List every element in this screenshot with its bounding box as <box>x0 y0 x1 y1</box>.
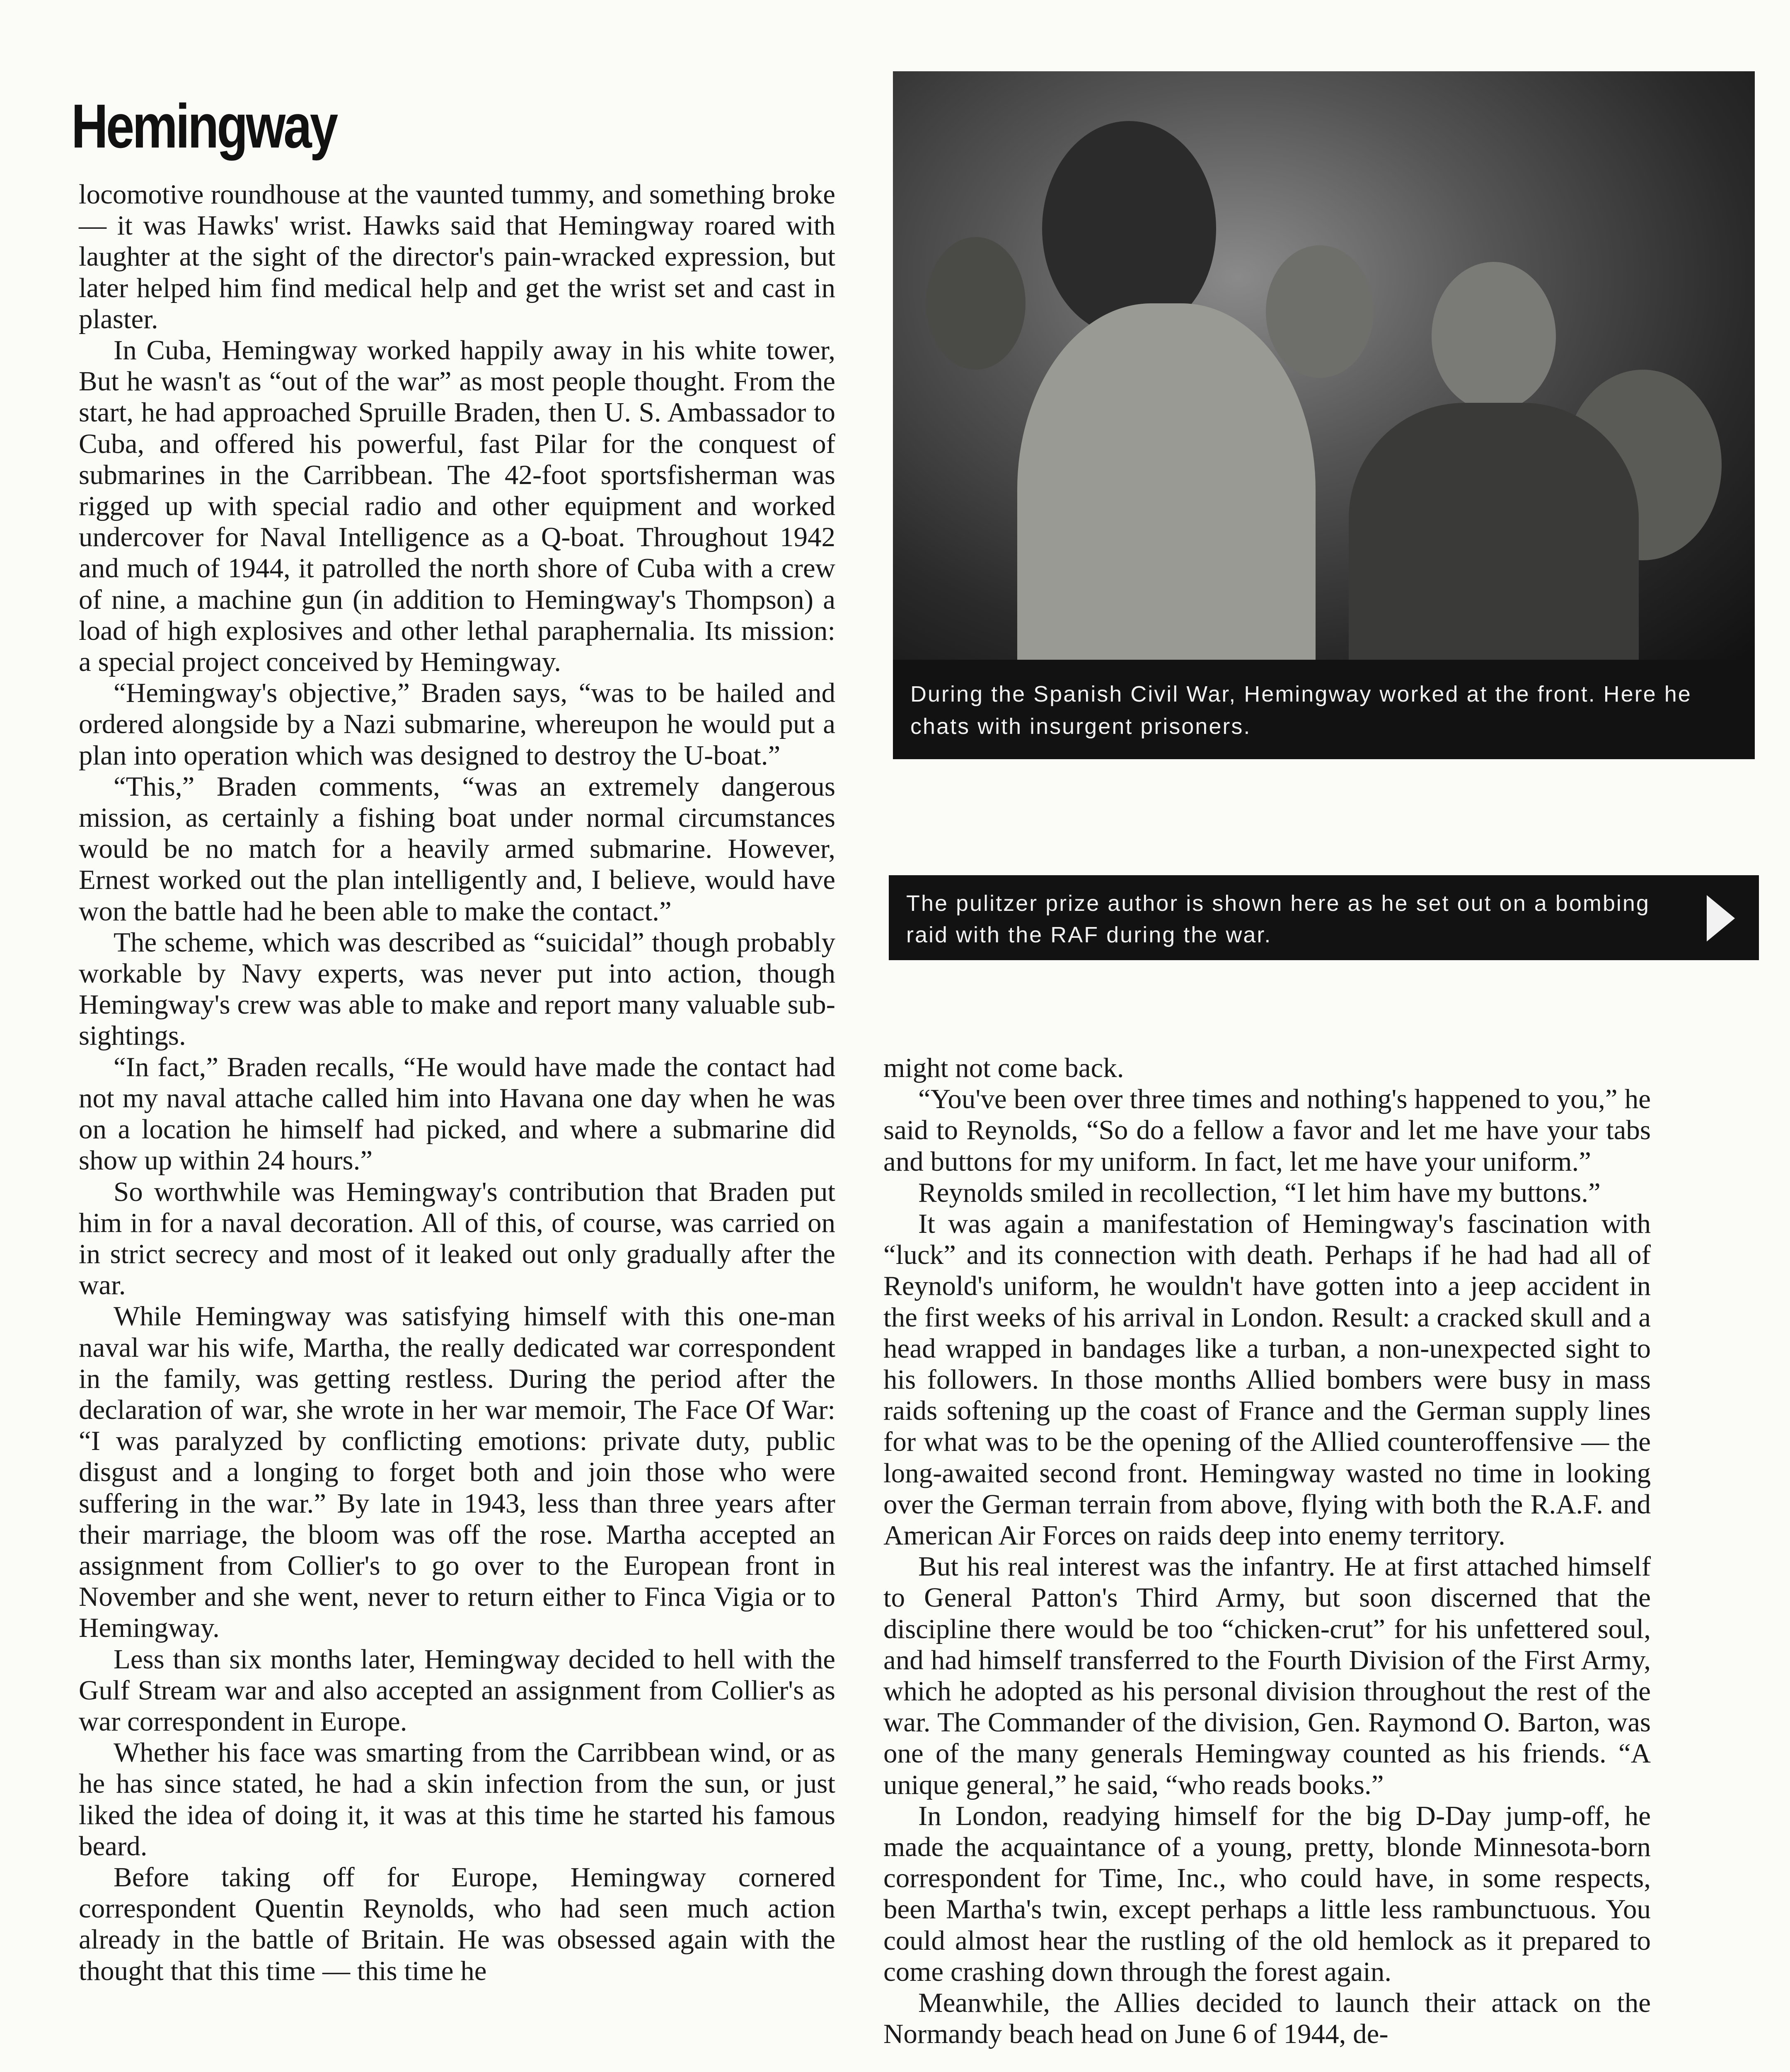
article-column-left <box>79 179 835 1987</box>
banner-caption <box>889 875 1759 960</box>
paragraph: “This,” Braden comments, “was an extremely dangerous mission, as certainly a fishing boat under normal circumstances would be no match for a heavily armed submarine. However, Ernest worked out the plan intelligently and, I believe, would have won the battle had he been able to make the contact.” <box>79 771 835 927</box>
paragraph: “You've been over three times and nothing's happened to you,” he said to Reynolds, “So do a fellow a favor and let me have your tabs and buttons for my uniform. In fact, let me have your uniform.” <box>883 1084 1651 1177</box>
paragraph: But his real interest was the infantry. He at first attached himself to General Patton's Third Army, but soon discerned that the discipline there would be too “chicken-crut” for his unfettered soul, and had himself transferred to the Fourth Division of the First Army, which he adopted as his personal division throughout the rest of the war. The Commander of the division, Gen. Raymond O. Barton, was one of the many generals Hemingway counted as his friends. “A unique general,” he said, “who reads books.” <box>883 1551 1651 1800</box>
photo-caption: During the Spanish Civil War, Hemingway worked at the front. Here he chats with insurgent prisoners. <box>893 660 1755 759</box>
paragraph: Meanwhile, the Allies decided to launch their attack on the Normandy beach head on June 6 of 1944, de- <box>883 1987 1651 2050</box>
photo-hemingway-with-prisoners <box>893 71 1755 660</box>
paragraph: Before taking off for Europe, Hemingway cornered correspondent Quentin Reynolds, who had seen much action already in the battle of Britain. He was obsessed again with the thought that this time — this time he <box>79 1861 835 1986</box>
banner-caption-text: The pulitzer prize author is shown here as he set out on a bombing raid with the RAF during the war. <box>906 891 1650 947</box>
paragraph: In London, readying himself for the big D-Day jump-off, he made the acquaintance of a young, pretty, blonde Minnesota-born correspondent for Time, Inc., who could have, in some respects, been Martha's twin, except perhaps a little less rambunctuous. You could almost hear the rustling of the old hemlock as it prepared to come crashing down through the forest again. <box>883 1800 1651 1987</box>
paragraph: “In fact,” Braden recalls, “He would have made the contact had not my naval attache called him into Havana one day when he was on a location he himself had picked, and where a submarine did show up within 24 hours.” <box>79 1051 835 1176</box>
paragraph: So worthwhile was Hemingway's contribution that Braden put him in for a naval decoration. All of this, of course, was carried on in strict secrecy and most of it leaked out only gradually after the war. <box>79 1176 835 1301</box>
arrow-right-icon <box>1707 895 1735 942</box>
paragraph: It was again a manifestation of Hemingway's fascination with “luck” and its connection with death. Perhaps if he had had all of Reynold's uniform, he wouldn't have gotten into a jeep accident in the first weeks of his arrival in London. Result: a cracked skull and a head wrapped in bandages like a turban, a non-unexpected sight to his followers. In those months Allied bombers were busy in mass raids softening up the coast of France and the German supply lines for what was to be the opening of the Allied counteroffensive — the long-awaited second front. Hemingway wasted no time in looking over the German terrain from above, flying with both the R.A.F. and American Air Forces on raids deep into enemy territory. <box>883 1208 1651 1551</box>
paragraph: “Hemingway's objective,” Braden says, “was to be hailed and ordered alongside by a Nazi submarine, whereupon he would put a plan into operation which was designed to destroy the U-boat.” <box>79 678 835 771</box>
paragraph: In Cuba, Hemingway worked happily away in his white tower, But he wasn't as “out of the war” as most people thought. From the start, he had approached Spruille Braden, then U. S. Ambassador to Cuba, and offered his powerful, fast Pilar for the conquest of submarines in the Carribbean. The 42-foot sportsfisherman was rigged up with special radio and other equipment and worked undercover for Naval Intelligence as a Q-boat. Throughout 1942 and much of 1944, it patrolled the north shore of Cuba with a crew of nine, a machine gun (in addition to Hemingway's Thompson) a load of high explosives and other lethal paraphernalia. Its mission: a special project conceived by Hemingway. <box>79 335 835 678</box>
paragraph: Reynolds smiled in recollection, “I let him have my buttons.” <box>918 1177 1601 1208</box>
paragraph: locomotive roundhouse at the vaunted tummy, and something broke — it was Hawks' wrist. Hawks said that Hemingway roared with laughter at the sight of the director's pain-wracked expression, but later helped him find medical help and get the wrist set and cast in plaster. <box>79 179 835 334</box>
paragraph: While Hemingway was satisfying himself with this one-man naval war his wife, Martha, the really dedicated war correspondent in the family, was getting restless. During the period after the declaration of war, she wrote in her war memoir, The Face Of War: “I was paralyzed by conflicting emotions: private duty, public disgust and a longing to forget both and join those who were suffering in the war.” By late in 1943, less than three years after their marriage, the bloom was off the rose. Martha accepted an assignment from Collier's to go over to the European front in November and she went, never to return either to Finca Vigia or to Hemingway. <box>79 1301 835 1644</box>
paragraph: The scheme, which was described as “suicidal” though probably workable by Navy experts, was never put into action, though Hemingway's crew was able to make and report many valuable sub-sightings. <box>79 927 835 1051</box>
article-column-right <box>883 1053 1651 2050</box>
paragraph: might not come back. <box>883 1053 1124 1083</box>
paragraph: Less than six months later, Hemingway decided to hell with the Gulf Stream war and also accepted an assignment from Collier's as war correspondent in Europe. <box>79 1644 835 1737</box>
paragraph: Whether his face was smarting from the Carribbean wind, or as he has since stated, he had a skin infection from the sun, or just liked the idea of doing it, it was at this time he started his famous beard. <box>79 1737 835 1861</box>
page-title: Hemingway <box>71 91 336 161</box>
